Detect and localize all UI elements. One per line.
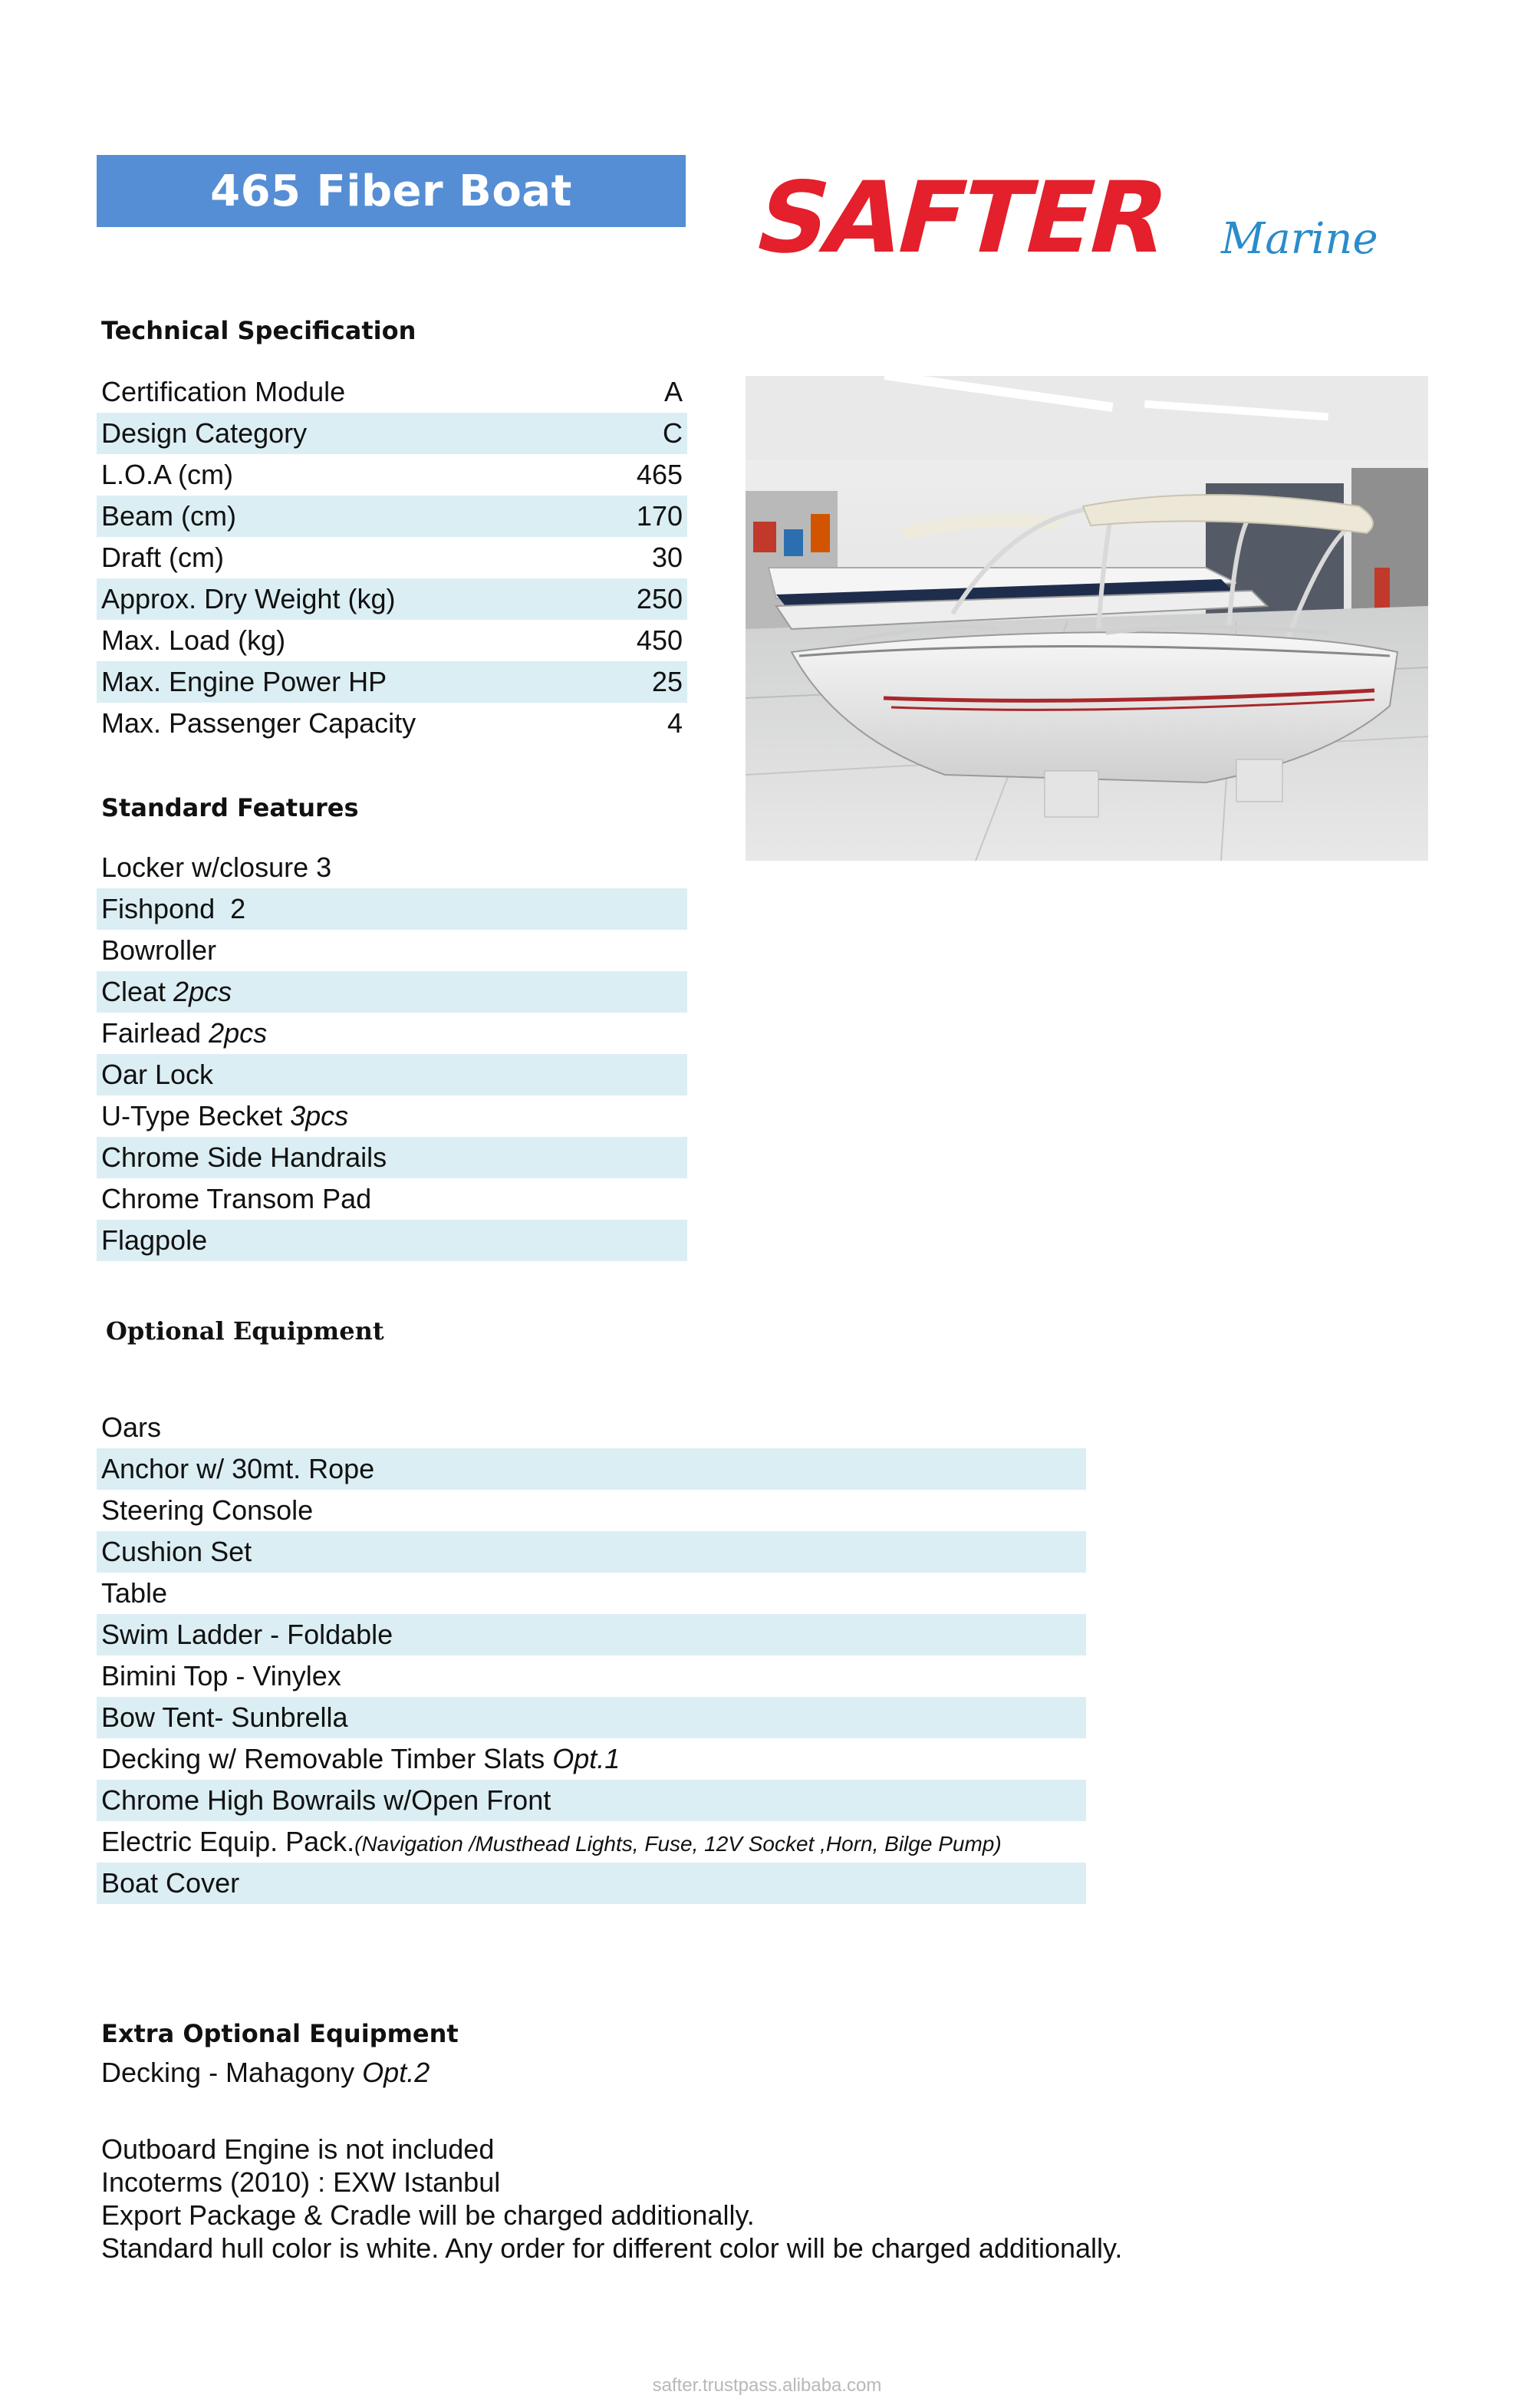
optional-item-row-text xyxy=(101,1494,313,1527)
spec-row-text xyxy=(101,624,285,657)
optional-item-row-label: Oars xyxy=(101,1412,162,1443)
standard-features-list xyxy=(97,847,687,1261)
optional-item-row xyxy=(97,1821,1086,1863)
standard-feature-row-label: Bowroller xyxy=(101,934,217,966)
optional-item-row-text xyxy=(101,1453,374,1485)
optional-item-row xyxy=(97,1655,1086,1697)
spec-row xyxy=(97,413,687,454)
optional-item-row-detail: (Navigation /Musthead Lights, Fuse, 12V Socket ,Horn, Bilge Pump) xyxy=(354,1832,1002,1856)
spec-row xyxy=(97,454,687,496)
optional-item-row-text xyxy=(101,1619,393,1651)
optional-item-row-note: Opt.1 xyxy=(552,1743,621,1774)
spec-row-label: Beam (cm) xyxy=(101,500,237,532)
optional-item-row-label: Bimini Top - Vinylex xyxy=(101,1660,341,1692)
spec-row-text xyxy=(101,666,387,698)
spec-row-label: Approx. Dry Weight (kg) xyxy=(101,583,396,614)
standard-feature-row xyxy=(97,1054,687,1095)
standard-feature-row-label: U-Type Becket xyxy=(101,1100,291,1132)
spec-row xyxy=(97,661,687,703)
optional-item-row-text xyxy=(101,1660,341,1692)
optional-item-row-text xyxy=(101,1536,252,1568)
standard-feature-row-label: Locker w/closure 3 xyxy=(101,852,332,883)
standard-feature-row-text xyxy=(101,1183,371,1215)
spec-row xyxy=(97,371,687,413)
standard-feature-row-note: 3pcs xyxy=(290,1100,349,1132)
extra-item-label: Decking - Mahagony xyxy=(101,2057,363,2088)
spec-row-label: Max. Engine Power HP xyxy=(101,666,387,697)
spec-row-value: 4 xyxy=(667,707,683,739)
optional-item-row-text xyxy=(101,1412,161,1444)
terms-notes xyxy=(101,2133,1122,2265)
spec-row-label: Certification Module xyxy=(101,376,346,407)
page-title: 465 Fiber Boat xyxy=(97,155,686,227)
extra-item-note: Opt.2 xyxy=(362,2057,430,2088)
optional-item-row-label: Steering Console xyxy=(101,1494,314,1526)
spec-row-value: 25 xyxy=(651,666,683,697)
optional-item-row-text xyxy=(101,1701,348,1734)
optional-item-row-text xyxy=(101,1826,1002,1858)
optional-item-row-label: Table xyxy=(101,1577,168,1609)
spec-row-value: C xyxy=(663,417,683,449)
standard-feature-row-note: 2pcs xyxy=(209,1017,268,1049)
spec-row-label: L.O.A (cm) xyxy=(101,459,234,490)
optional-equipment-list xyxy=(97,1407,1086,1904)
spec-row-value: 170 xyxy=(636,500,683,532)
optional-item-row xyxy=(97,1573,1086,1614)
spec-row-value: A xyxy=(663,376,683,407)
spec-row-text xyxy=(101,459,233,491)
optional-item-row-label: Boat Cover xyxy=(101,1867,240,1899)
optional-item-row-text xyxy=(101,1867,239,1899)
standard-feature-row xyxy=(97,1095,687,1137)
optional-item-row xyxy=(97,1407,1086,1448)
spec-row-text xyxy=(101,376,345,408)
optional-item-row xyxy=(97,1614,1086,1655)
standard-feature-row xyxy=(97,1220,687,1261)
optional-item-row-label: Swim Ladder - Foldable xyxy=(101,1619,393,1650)
spec-row-text xyxy=(101,500,236,532)
standard-feature-row-text xyxy=(101,1059,213,1091)
standard-feature-row-text xyxy=(101,1100,348,1132)
footer-url: safter.trustpass.alibaba.com xyxy=(652,2375,882,2396)
optional-item-row-label: Bow Tent- Sunbrella xyxy=(101,1701,348,1733)
note-line: Incoterms (2010) : EXW Istanbul xyxy=(101,2166,501,2198)
standard-feature-row-label: Cleat xyxy=(101,976,174,1007)
spec-row-value: 450 xyxy=(636,624,683,656)
note-line: Export Package & Cradle will be charged additionally. xyxy=(101,2199,755,2231)
standard-feature-row xyxy=(97,930,687,971)
note-line: Outboard Engine is not included xyxy=(101,2133,495,2165)
standard-feature-row xyxy=(97,1178,687,1220)
technical-heading: Technical Specification xyxy=(101,316,416,345)
standard-feature-row-text xyxy=(101,1017,267,1049)
optional-item-row xyxy=(97,1448,1086,1490)
standard-feature-row-label: Fairlead xyxy=(101,1017,209,1049)
spec-row xyxy=(97,578,687,620)
spec-row-value: 465 xyxy=(636,459,683,490)
optional-item-row xyxy=(97,1490,1086,1531)
optional-heading: Optional Equipment xyxy=(106,1316,384,1346)
standard-feature-row-label: Fishpond 2 xyxy=(101,893,246,924)
optional-item-row xyxy=(97,1531,1086,1573)
optional-item-row-text xyxy=(101,1784,551,1817)
optional-item-row-label: Decking w/ Removable Timber Slats xyxy=(101,1743,553,1774)
spec-row xyxy=(97,703,687,744)
spec-row-text xyxy=(101,707,416,740)
extra-item xyxy=(101,2056,430,2089)
spec-row-label: Max. Passenger Capacity xyxy=(101,707,416,739)
spec-row-text xyxy=(101,583,395,615)
standard-feature-row-label: Flagpole xyxy=(101,1224,208,1256)
optional-item-row xyxy=(97,1863,1086,1904)
standard-feature-row-text xyxy=(101,893,245,925)
technical-spec-table xyxy=(97,371,687,744)
standard-feature-row xyxy=(97,1137,687,1178)
extra-heading: Extra Optional Equipment xyxy=(101,2019,459,2048)
standard-feature-row-text xyxy=(101,976,232,1008)
spec-row-text xyxy=(101,542,224,574)
standard-feature-row-note: 2pcs xyxy=(173,976,232,1007)
standard-feature-row-label: Oar Lock xyxy=(101,1059,214,1090)
spec-row-label: Max. Load (kg) xyxy=(101,624,286,656)
optional-item-row xyxy=(97,1780,1086,1821)
optional-item-row xyxy=(97,1697,1086,1738)
standard-feature-row xyxy=(97,1013,687,1054)
standard-feature-row-label: Chrome Side Handrails xyxy=(101,1141,387,1173)
logo-brand-text: SAFTER xyxy=(744,160,1178,275)
spec-row-text xyxy=(101,417,307,450)
spec-row xyxy=(97,496,687,537)
optional-item-row-label: Cushion Set xyxy=(101,1536,252,1567)
boat-photo xyxy=(746,376,1428,861)
standard-feature-row xyxy=(97,847,687,888)
safter-marine-logo xyxy=(736,153,1396,276)
optional-item-row-label: Anchor w/ 30mt. Rope xyxy=(101,1453,375,1484)
standard-feature-row-text xyxy=(101,1224,207,1257)
standard-feature-row xyxy=(97,888,687,930)
standard-feature-row-text xyxy=(101,934,216,967)
note-line: Standard hull color is white. Any order for different color will be charged additionally. xyxy=(101,2232,1123,2264)
spec-row xyxy=(97,537,687,578)
standard-feature-row xyxy=(97,971,687,1013)
optional-item-row-label: Chrome High Bowrails w/Open Front xyxy=(101,1784,551,1816)
standard-feature-row-text xyxy=(101,1141,387,1174)
standard-feature-row-text xyxy=(101,852,331,884)
standard-heading: Standard Features xyxy=(101,793,359,822)
optional-item-row xyxy=(97,1738,1086,1780)
spec-row-label: Draft (cm) xyxy=(101,542,224,573)
spec-row-value: 250 xyxy=(636,583,683,614)
spec-row xyxy=(97,620,687,661)
spec-row-label: Design Category xyxy=(101,417,308,449)
standard-feature-row-label: Chrome Transom Pad xyxy=(101,1183,372,1214)
optional-item-row-label: Electric Equip. Pack. xyxy=(101,1826,355,1857)
spec-row-value: 30 xyxy=(651,542,683,573)
optional-item-row-text xyxy=(101,1743,620,1775)
optional-item-row-text xyxy=(101,1577,167,1609)
logo-sub-text: Marine xyxy=(1221,214,1378,264)
